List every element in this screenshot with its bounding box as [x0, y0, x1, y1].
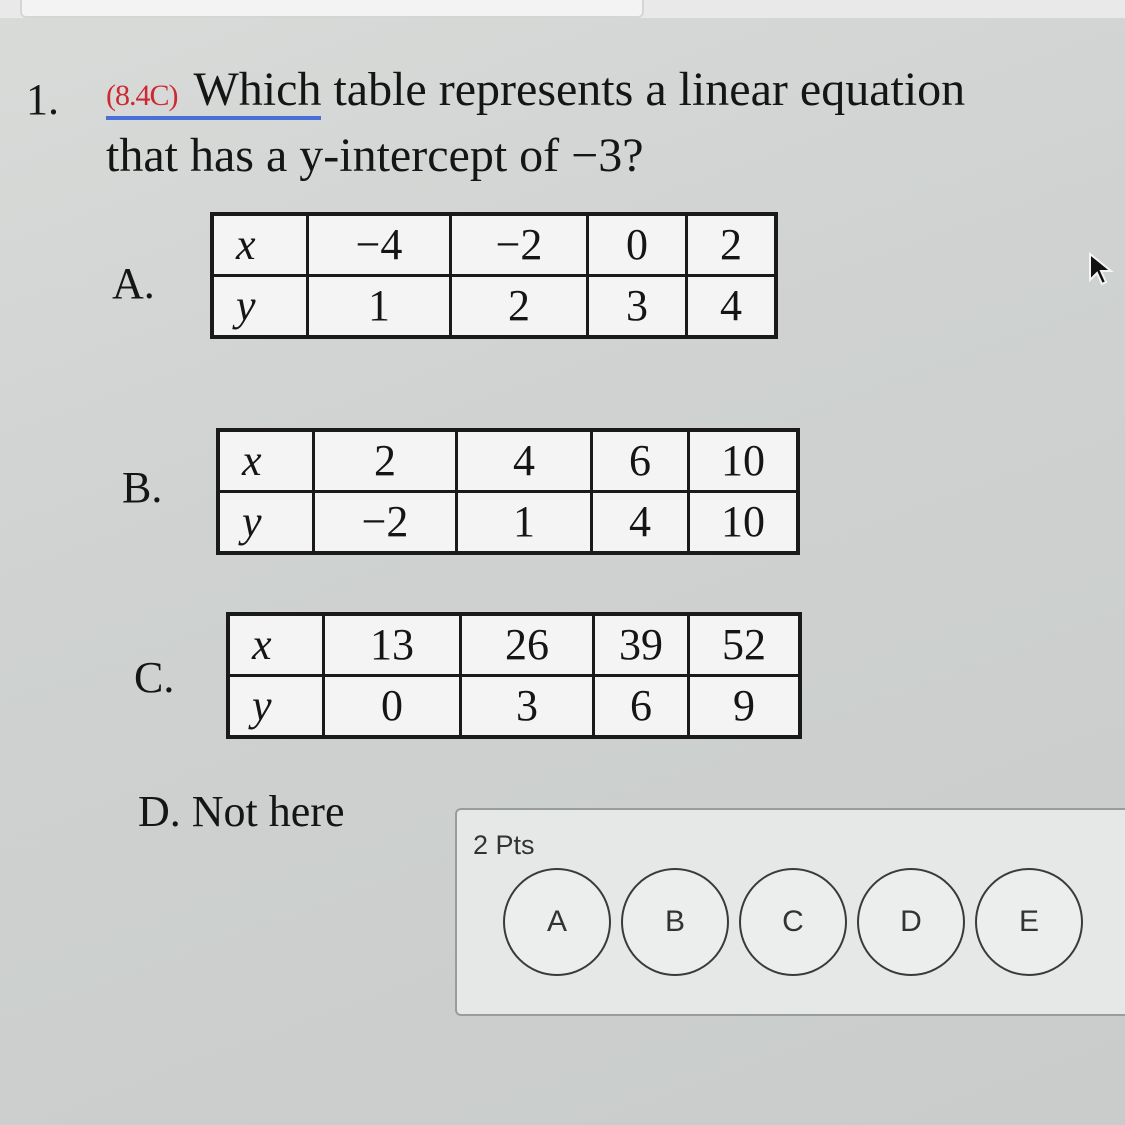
answer-panel [455, 808, 1125, 1016]
table-cell: 6 [592, 430, 689, 492]
y-header: y [218, 492, 314, 554]
question-line-1 [106, 62, 965, 117]
table-cell: 2 [451, 276, 588, 338]
option-d [138, 786, 345, 837]
table-cell: 13 [324, 614, 461, 676]
table-cell: 2 [687, 214, 777, 276]
choice-b-button[interactable]: B [621, 868, 729, 976]
table-cell: −2 [314, 492, 457, 554]
option-c-table [226, 612, 802, 739]
table-row [218, 492, 798, 554]
option-b-table [216, 428, 800, 555]
question-tag: (8.4C) [106, 79, 178, 112]
table-cell: 3 [461, 676, 594, 738]
table-cell: 10 [689, 492, 799, 554]
table-cell: 3 [588, 276, 687, 338]
table-cell: 26 [461, 614, 594, 676]
option-a-table [210, 212, 778, 339]
choice-a-button[interactable]: A [503, 868, 611, 976]
choice-d-button[interactable]: D [857, 868, 965, 976]
option-b-label: B. [122, 463, 163, 512]
question-tag-underline [106, 63, 321, 120]
mouse-cursor-icon [1088, 252, 1116, 288]
table-cell: −4 [308, 214, 451, 276]
points-label: 2 Pts [473, 830, 535, 860]
option-a-label: A. [112, 259, 155, 308]
option-d-label: D. [138, 787, 181, 836]
table-cell: −2 [451, 214, 588, 276]
table-row [228, 614, 800, 676]
table-row [228, 676, 800, 738]
y-header: y [228, 676, 324, 738]
table-cell: 2 [314, 430, 457, 492]
table-row [212, 214, 776, 276]
previous-answer-box [20, 0, 644, 18]
table-cell: 4 [457, 430, 592, 492]
choice-c-button[interactable]: C [739, 868, 847, 976]
x-header: x [228, 614, 324, 676]
table-row [212, 276, 776, 338]
table-cell: 6 [594, 676, 689, 738]
x-header: x [212, 214, 308, 276]
table-cell: 4 [592, 492, 689, 554]
table-row [218, 430, 798, 492]
table-cell: 0 [588, 214, 687, 276]
table-cell: 9 [689, 676, 801, 738]
table-cell: 4 [687, 276, 777, 338]
table-cell: 39 [594, 614, 689, 676]
question-underlined-word: Which [193, 63, 322, 116]
option-c-label: C. [134, 653, 175, 702]
table-cell: 1 [457, 492, 592, 554]
table-cell: 1 [308, 276, 451, 338]
table-cell: 10 [689, 430, 799, 492]
x-header: x [218, 430, 314, 492]
table-cell: 52 [689, 614, 801, 676]
table-cell: 0 [324, 676, 461, 738]
y-header: y [212, 276, 308, 338]
question-number: 1. [26, 75, 59, 124]
question-text-rest: table represents a linear equation [321, 63, 966, 116]
question-line-2: that has a y-intercept of −3? [106, 129, 644, 182]
choice-e-button[interactable]: E [975, 868, 1083, 976]
option-d-text: Not here [191, 787, 345, 836]
